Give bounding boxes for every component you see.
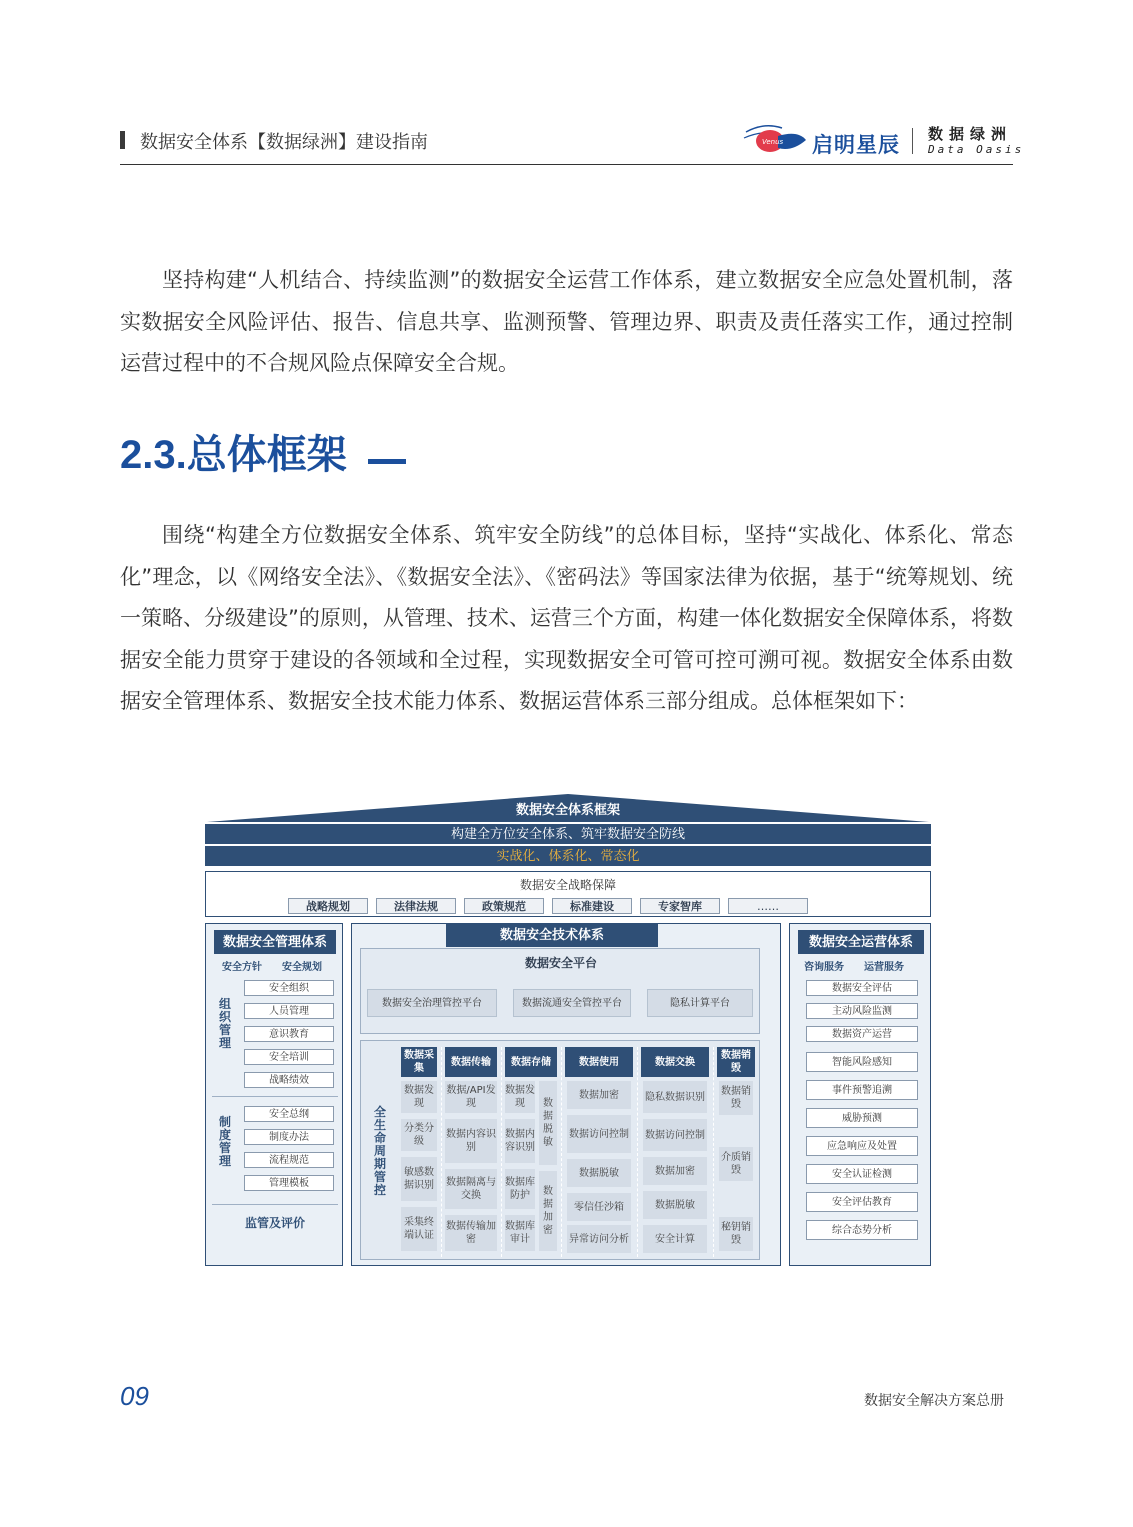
operations-item: 安全认证检测	[806, 1164, 918, 1184]
footer-doc-title: 数据安全解决方案总册	[864, 1393, 1004, 1409]
diagram-title: 数据安全体系框架	[515, 802, 620, 818]
strategy-item: ……	[728, 898, 808, 914]
framework-diagram	[203, 792, 933, 1268]
lifecycle-cell: 数据库审计	[505, 1215, 535, 1251]
lifecycle-cell: 数据内容识别	[505, 1119, 535, 1163]
lifecycle-cell: 数据脱敏	[539, 1081, 557, 1165]
lifecycle-cell: 数据访问控制	[567, 1115, 631, 1153]
system-item: 流程规范	[244, 1152, 334, 1168]
lifecycle-cell: 数据内容识别	[445, 1119, 497, 1163]
lifecycle-cell: 零信任沙箱	[567, 1193, 631, 1221]
brand-name-cn: 数据绿洲	[928, 125, 1013, 143]
header-rule	[120, 164, 1013, 165]
column-divider	[637, 1047, 638, 1257]
operations-item: 事件预警追溯	[806, 1080, 918, 1100]
paragraph-operations: 坚持构建“人机结合、持续监测”的数据安全运营工作体系，建立数据安全应急处置机制，落实数据安全风险评估、报告、信息共享、监测预警、管理边界、职责及责任落实工作，通过控制运营过程中的不合规风险点保障安全合规。	[120, 268, 1013, 375]
page-number: 09	[120, 1381, 149, 1411]
comet-logo-icon	[742, 122, 808, 156]
brand-name-en: Data Oasis	[928, 143, 1025, 156]
lifecycle-cell: 数据脱敏	[567, 1159, 631, 1187]
lifecycle-stage: 数据销毁	[717, 1047, 755, 1077]
principle-band: 实战化、体系化、常态化	[205, 846, 931, 866]
org-item: 人员管理	[244, 1003, 334, 1019]
column-divider	[441, 1047, 442, 1257]
system-item: 制度办法	[244, 1129, 334, 1145]
security-platform	[360, 948, 760, 1034]
operations-item: 安全评估教育	[806, 1192, 918, 1212]
lifecycle-grid	[360, 1040, 760, 1260]
lifecycle-cell: 数据加密	[643, 1157, 707, 1185]
strategy-item: 法律法规	[376, 898, 456, 914]
org-item: 安全组织	[244, 980, 334, 996]
operations-item: 智能风险感知	[806, 1052, 918, 1072]
org-management-label: 组织管理	[218, 997, 231, 1050]
running-header-title: 数据安全体系【数据绿洲】建设指南	[140, 132, 428, 153]
operations-item: 数据资产运营	[806, 1026, 918, 1042]
lifecycle-cell: 数据隔离与交换	[445, 1169, 497, 1209]
lifecycle-label: 全生命周期管控	[373, 1105, 386, 1197]
management-divider	[212, 1096, 338, 1097]
technology-panel	[351, 923, 781, 1266]
lifecycle-cell: 介质销毁	[719, 1147, 753, 1181]
lifecycle-cell: 数据传输加密	[445, 1215, 497, 1251]
platform-title: 数据安全平台	[524, 955, 597, 970]
lifecycle-cell: 数据销毁	[719, 1081, 753, 1115]
header-marker	[120, 131, 125, 149]
operations-item: 主动风险监测	[806, 1003, 918, 1019]
lifecycle-cell: 数据访问控制	[643, 1119, 707, 1151]
management-sub: 安全规划	[282, 962, 322, 973]
lifecycle-cell: 数据加密	[539, 1171, 557, 1251]
operations-item: 应急响应及处置	[806, 1136, 918, 1156]
lifecycle-stage: 数据存储	[505, 1047, 557, 1077]
lifecycle-cell: 数据发现	[401, 1081, 437, 1113]
logo-mark-text: Venus	[762, 138, 784, 146]
column-divider	[561, 1047, 562, 1257]
system-item: 安全总纲	[244, 1106, 334, 1122]
paragraph-framework: 围绕“构建全方位数据安全体系、筑牢安全防线”的总体目标，坚持“实战化、体系化、常态化”理念，以《网络安全法》、《数据安全法》、《密码法》等国家法律为依据，基于“统筹规划、统一策略、分级建设”的原则，从管理、技术、运营三个方面，构建一体化数据安全保障体系，将数据安全能力贯穿于建设的各领域和全过程，实现数据安全可管可控可溯可视。数据安全体系由数据安全管理体系、数据安全技术能力体系、数据运营体系三部分组成。总体框架如下：	[120, 523, 1013, 713]
management-panel	[205, 923, 343, 1266]
operations-item: 数据安全评估	[806, 980, 918, 996]
operations-title: 数据安全运营体系	[798, 930, 924, 954]
lifecycle-cell: 隐私数据识别	[643, 1081, 707, 1113]
logo-company-name: 启明星辰	[812, 133, 900, 157]
section-heading-underline	[368, 459, 406, 464]
lifecycle-cell: 采集终端认证	[401, 1207, 437, 1251]
lifecycle-stage: 数据采集	[401, 1047, 437, 1077]
platform-item: 数据流通安全管控平台	[513, 989, 631, 1017]
lifecycle-cell: 异常访问分析	[567, 1225, 631, 1253]
operations-sub: 咨询服务	[804, 962, 844, 973]
lifecycle-cell: 数据发现	[505, 1081, 535, 1113]
system-management-label: 制度管理	[218, 1115, 231, 1168]
strategy-box	[205, 871, 931, 917]
operations-item: 威胁预测	[806, 1108, 918, 1128]
strategy-item: 战略规划	[288, 898, 368, 914]
lifecycle-cell: 数据库防护	[505, 1169, 535, 1209]
technology-title: 数据安全技术体系	[446, 923, 658, 947]
strategy-title: 数据安全战略保障	[519, 877, 616, 892]
lifecycle-cell: 安全计算	[643, 1225, 707, 1253]
column-divider	[501, 1047, 502, 1257]
operations-sub: 运营服务	[864, 962, 904, 973]
lifecycle-cell: 数据加密	[567, 1081, 631, 1109]
operations-item: 综合态势分析	[806, 1220, 918, 1240]
management-divider	[212, 1204, 338, 1205]
org-item: 安全培训	[244, 1049, 334, 1065]
lifecycle-cell: 数据脱敏	[643, 1191, 707, 1219]
platform-item: 隐私计算平台	[647, 989, 753, 1017]
management-sub: 安全方针	[222, 962, 262, 973]
org-item: 意识教育	[244, 1026, 334, 1042]
section-heading: 2.3.总体框架	[120, 433, 347, 477]
operations-panel	[789, 923, 931, 1266]
lifecycle-stage: 数据传输	[445, 1047, 497, 1077]
system-item: 管理模板	[244, 1175, 334, 1191]
lifecycle-stage: 数据交换	[641, 1047, 709, 1077]
org-item: 战略绩效	[244, 1072, 334, 1088]
strategy-item: 标准建设	[552, 898, 632, 914]
lifecycle-cell: 敏感数据识别	[401, 1157, 437, 1201]
lifecycle-cell: 数据/API发现	[445, 1081, 497, 1113]
logo-separator	[912, 128, 913, 154]
strategy-item: 政策规范	[464, 898, 544, 914]
management-title: 数据安全管理体系	[214, 930, 336, 954]
lifecycle-cell: 秘钥销毁	[719, 1217, 753, 1251]
supervision-label: 监管及评价	[244, 1215, 305, 1230]
lifecycle-stage: 数据使用	[565, 1047, 633, 1077]
company-logo	[742, 118, 1025, 162]
goal-band: 构建全方位安全体系、筑牢数据安全防线	[205, 824, 931, 844]
strategy-item: 专家智库	[640, 898, 720, 914]
lifecycle-cell: 分类分级	[401, 1119, 437, 1151]
platform-item: 数据安全治理管控平台	[367, 989, 497, 1017]
column-divider	[713, 1047, 714, 1257]
